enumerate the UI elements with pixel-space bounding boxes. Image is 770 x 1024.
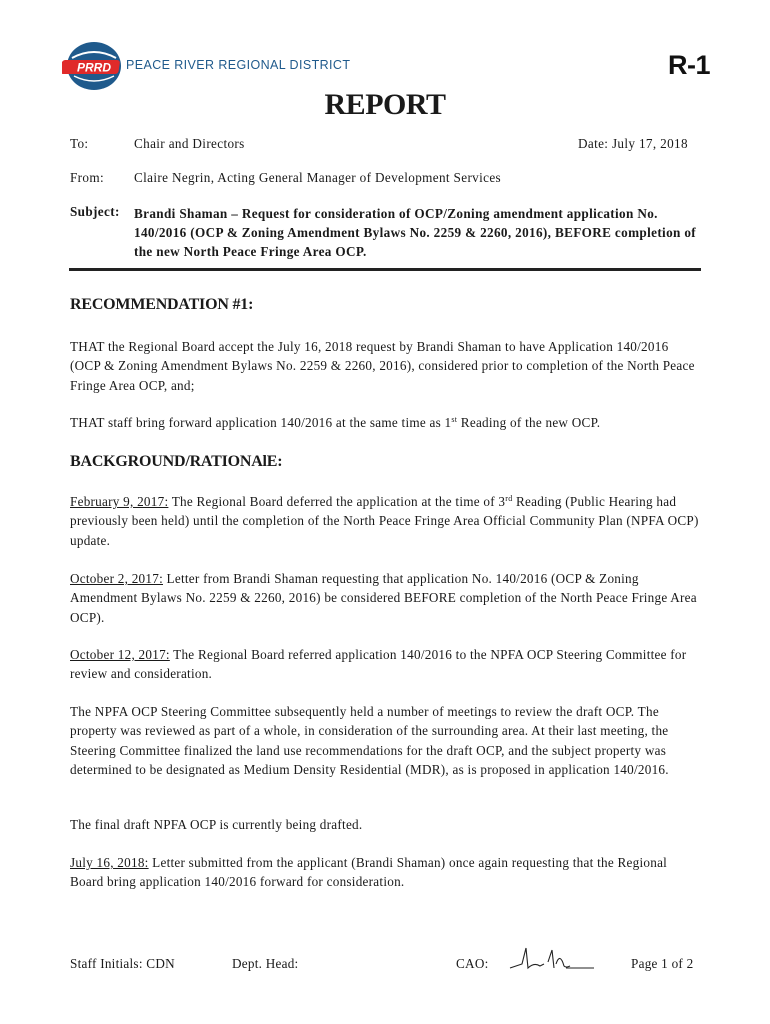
dept-head-label: Dept. Head: [232, 956, 299, 971]
cao-label: CAO: [456, 956, 489, 971]
recommendation-paragraph-2 [70, 413, 700, 432]
background-paragraph-draft: The final draft NPFA OCP is currently being drafted. [70, 817, 363, 832]
item-date: February 9, 2017: [70, 494, 169, 509]
organization-name: PEACE RIVER REGIONAL DISTRICT [126, 58, 351, 72]
recommendation-paragraph-1: THAT the Regional Board accept the July 16, 2018 request by Brandi Shaman to have Application 140/2016 (OCP & Zoning Amendment Bylaws No. 2259 & 2260, 2016), considered prior to completion of the North Peace Fringe Area OCP, and; [70, 339, 695, 393]
subject-label: Subject: [70, 204, 120, 219]
item-date: July 16, 2018: [70, 855, 149, 870]
prrd-logo [62, 40, 126, 92]
background-heading: BACKGROUND/RATIONAlE: [70, 453, 283, 470]
item-date: October 12, 2017: [70, 647, 170, 662]
background-item-oct-2-2017 [70, 569, 700, 627]
background-item-oct-12-2017 [70, 645, 700, 684]
item-text-end: Reading (Public Hearing had previously been held) until the completion of the North Peace Fringe Area Official Community Plan (NPFA OCP) update. [70, 494, 699, 548]
document-code: R-1 [668, 50, 711, 80]
item-text: Letter from Brandi Shaman requesting that application No. 140/2016 (OCP & Zoning Amendment Bylaws No. 2259 & 2260, 2016) be considered BEFORE completion of the North Peace Fringe Area OCP). [70, 571, 697, 625]
background-item-feb-2017 [70, 492, 700, 550]
superscript: st [451, 415, 458, 424]
report-title: REPORT [324, 88, 446, 121]
recommendation-text: THAT staff bring forward application 140/2016 at the same time as 1 [70, 415, 452, 430]
background-paragraph-steering: The NPFA OCP Steering Committee subsequently held a number of meetings to review the draft OCP. The property was reviewed as part of a whole, in consideration of the surrounding area. At their last meeting, the Steering Committee finalized the land use recommendations for the draft OCP, and the subject property was determined to be designated as Medium Density Residential (MDR), as is proposed in application 140/2016. [70, 704, 669, 777]
header-divider [69, 268, 701, 271]
logo-text: PRRD [76, 60, 112, 75]
cao-signature [506, 942, 598, 976]
recommendation-heading: RECOMMENDATION #1: [70, 296, 254, 313]
item-date: October 2, 2017: [70, 571, 163, 586]
report-date: Date: July 17, 2018 [578, 136, 688, 151]
to-value: Chair and Directors [134, 136, 245, 151]
item-text: Letter submitted from the applicant (Brandi Shaman) once again requesting that the Regional Board bring application 140/2016 forward for consideration. [70, 855, 668, 890]
staff-initials: Staff Initials: CDN [70, 956, 175, 971]
item-text: The Regional Board deferred the application at the time of 3 [168, 494, 506, 509]
subject-value: Brandi Shaman – Request for consideration of OCP/Zoning amendment application No. 140/2016 (OCP & Zoning Amendment Bylaws No. 2259 & 2260, 2016), BEFORE completion of the new North Peace Fringe Area OCP. [134, 206, 697, 259]
from-value: Claire Negrin, Acting General Manager of Development Services [134, 170, 502, 185]
item-text: The Regional Board referred application 140/2016 to the NPFA OCP Steering Committee for review and consideration. [70, 647, 687, 682]
page-number: Page 1 of 2 [631, 956, 694, 971]
superscript: rd [505, 494, 513, 503]
background-item-jul-2018 [70, 853, 700, 892]
from-label: From: [70, 170, 104, 185]
to-label: To: [70, 136, 89, 151]
recommendation-text-end: Reading of the new OCP. [457, 415, 601, 430]
